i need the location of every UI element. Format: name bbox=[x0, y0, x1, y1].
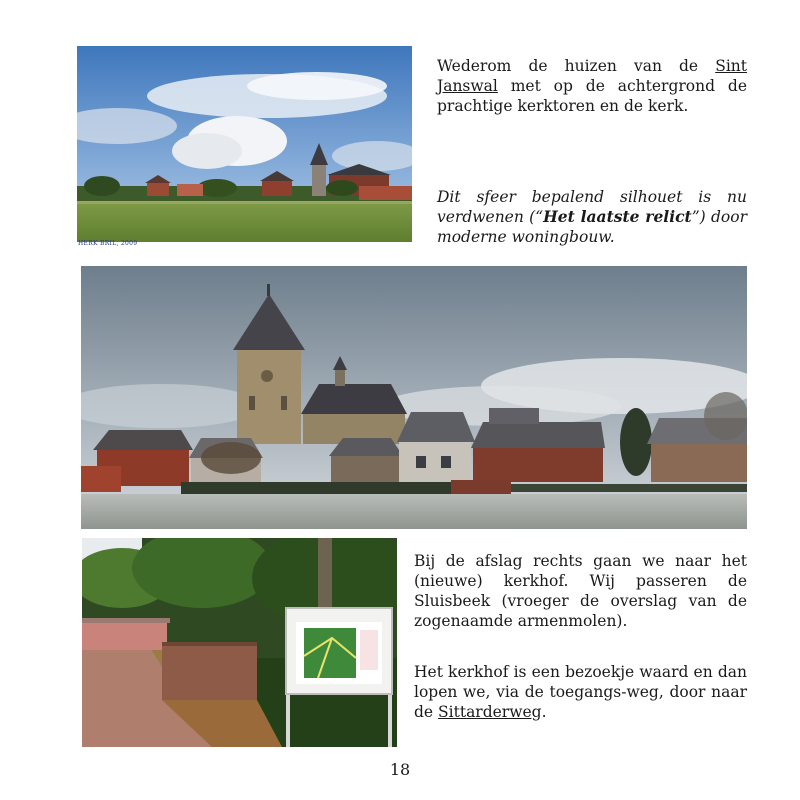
photo-credit: HERK BRIL, 2009 bbox=[78, 240, 138, 247]
para4-text-b: . bbox=[541, 703, 547, 721]
paragraph-silhouet bbox=[437, 187, 747, 247]
photo-cemetery-entrance bbox=[82, 538, 397, 747]
paragraph-kerkhof-bezoek bbox=[414, 662, 747, 722]
link-sittarderweg[interactable]: Sittarderweg bbox=[438, 703, 542, 721]
paragraph-kerkhof-afslag bbox=[414, 551, 747, 631]
link-sint-janswal[interactable]: Sint Janswal bbox=[437, 57, 747, 95]
photo-church-panorama bbox=[81, 266, 747, 529]
paragraph-sint-janswal bbox=[437, 56, 747, 116]
page-number: 18 bbox=[389, 760, 411, 779]
para2-text-a: Dit sfeer bepalend silhouet is nu verdwenen (“ bbox=[437, 188, 747, 226]
para2-bold-relict: Het laatste relict bbox=[543, 207, 692, 226]
para2-text-b: ”) door moderne woningbouw. bbox=[437, 208, 747, 246]
para1-text-b: met op de achtergrond de prachtige kerktoren en de kerk. bbox=[437, 77, 747, 115]
para3-text: Bij de afslag rechts gaan we naar het (nieuwe) kerkhof. Wij passeren de Sluisbeek (vroeger de overslag van de zogenaamde armenmolen). bbox=[414, 552, 747, 630]
para1-text-a: Wederom de huizen van de bbox=[437, 57, 716, 75]
para4-text-a: Het kerkhof is een bezoekje waard en dan lopen we, via de toegangs-weg, door naar de bbox=[414, 663, 747, 721]
photo-village-sky bbox=[77, 46, 412, 242]
